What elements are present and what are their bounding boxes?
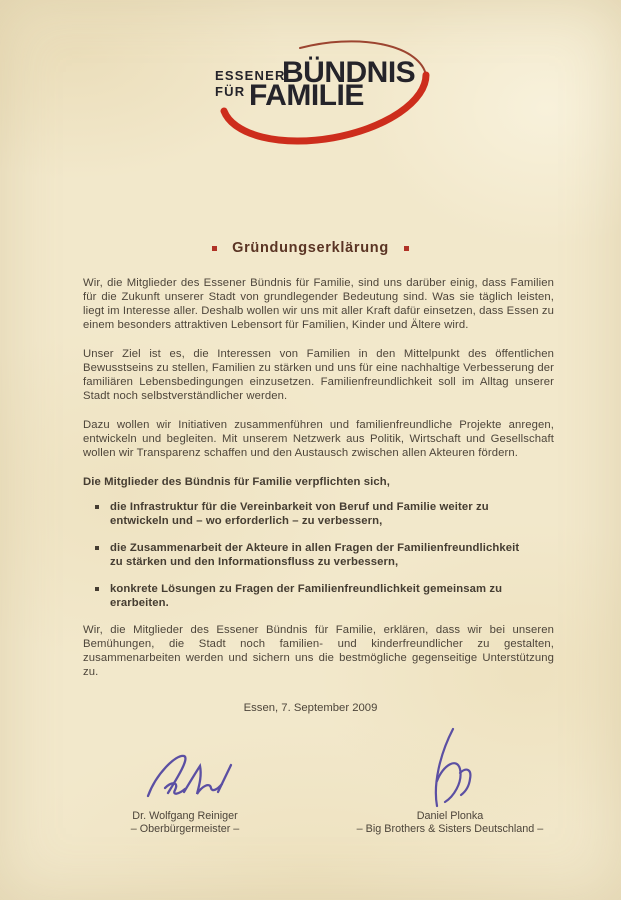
list-item — [95, 500, 535, 528]
signature-block-plonka — [335, 726, 565, 836]
signature-plonka-icon — [395, 726, 505, 810]
commitment-intro: Die Mitglieder des Bündnis für Familie verpflichten sich, — [83, 476, 391, 488]
commitment-list — [83, 500, 554, 610]
logo-word-essener: ESSENER — [215, 68, 286, 83]
logo-word-fuer: FÜR — [215, 84, 246, 99]
paragraph: Wir, die Mitglieder des Essener Bündnis für Familie, sind uns darüber einig, dass Familien für die Zukunft unserer Stadt von grundlegender Bedeutung sind. Was sie täglich leisten, liegt im Interesse aller. Deshalb wollen wir uns mit aller Kraft dafür einsetzen, dass Essen zu einem besonders attraktiven Lebensort für Familien, Kinder und Ältere wird. — [83, 277, 554, 331]
list-bullet-icon — [95, 505, 99, 509]
signatory-role: – Oberbürgermeister – — [130, 823, 240, 835]
list-item-text: die Zusammenarbeit der Akteure in allen Fragen der Familienfreundlichkeit zu stärken und den Informationsfluss zu verbessern, — [110, 542, 520, 568]
signature-reiniger-icon — [110, 748, 260, 810]
logo-word-familie: FAMILIE — [249, 79, 364, 112]
list-item — [95, 582, 535, 610]
signatory-role: – Big Brothers & Sisters Deutschland – — [356, 823, 544, 835]
signature-block-reiniger — [85, 748, 285, 836]
logo — [205, 40, 475, 150]
document-title-row — [0, 240, 621, 256]
list-bullet-icon — [95, 546, 99, 550]
paragraph: Dazu wollen wir Initiativen zusammenführen und familienfreundliche Projekte anregen, entwickeln und begleiten. Mit unserem Netzwerk aus Politik, Wirtschaft und Gesellschaft wollen wir Transparenz schaffen und den Austausch zwischen allen Akteuren fördern. — [83, 419, 554, 459]
list-item-text: die Infrastruktur für die Vereinbarkeit von Beruf und Familie weiter zu entwickeln und – wo erforderlich – zu verbessern, — [110, 501, 489, 527]
signatory-name: Dr. Wolfgang Reiniger — [132, 810, 238, 822]
list-bullet-icon — [95, 587, 99, 591]
logo-word-buendnis: BÜNDNIS — [282, 56, 416, 89]
closing-paragraph: Wir, die Mitglieder des Essener Bündnis für Familie, erklären, dass wir bei unseren Bemühungen, die Stadt noch familien- und kinderfreundlicher zu gestalten, zusammenarbeiten werden und sichern uns die bestmögliche gegenseitige Unterstützung zu. — [83, 624, 554, 678]
bullet-square-icon — [212, 246, 217, 251]
list-item — [95, 541, 535, 569]
paragraph: Unser Ziel ist es, die Interessen von Familien in den Mittelpunkt des öffentlichen Bewusstseins zu stellen, Familien zu stärken und uns für eine nachhaltige Verbesserung der familiären Lebensbedingungen einzusetzen. Familienfreundlichkeit soll im Alltag unserer Stadt noch selbstverständlicher werden. — [83, 348, 554, 402]
signatory-name: Daniel Plonka — [416, 810, 484, 822]
document-title: Gründungserklärung — [232, 240, 389, 256]
bullet-square-icon — [404, 246, 409, 251]
list-item-text: konkrete Lösungen zu Fragen der Familienfreundlichkeit gemeinsam zu erarbeiten. — [110, 583, 503, 609]
document-body — [83, 276, 554, 694]
dateline: Essen, 7. September 2009 — [243, 702, 378, 714]
